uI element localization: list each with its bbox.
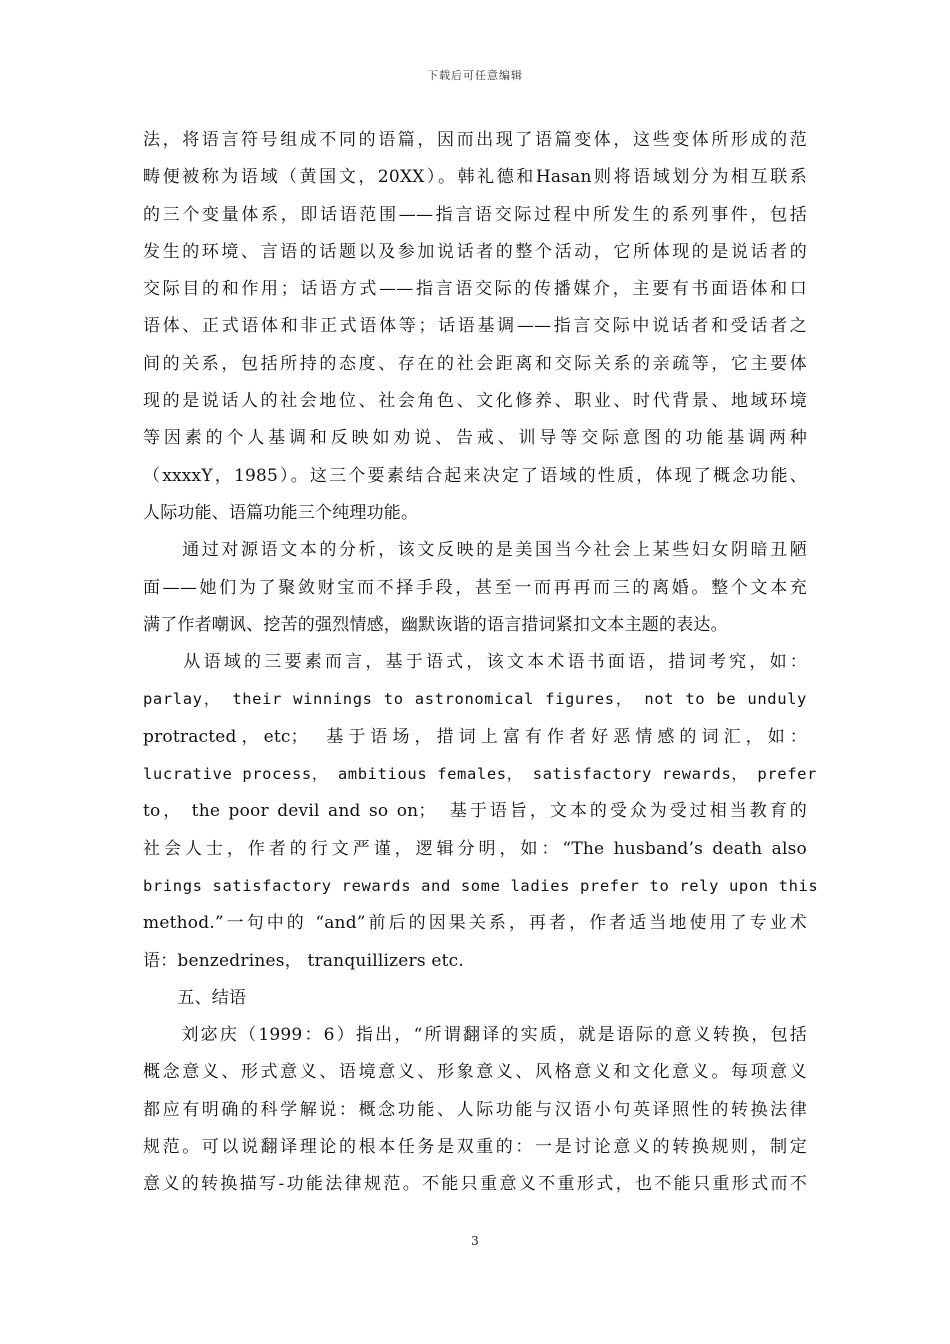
text-line: 的三个变量体系，即话语范围——指言语交际过程中所发生的系列事件，包括 — [143, 204, 807, 225]
text-line: 都应有明确的科学解说：概念功能、人际功能与汉语小句英译照性的转换法律 — [143, 1099, 807, 1120]
text-line: 等因素的个人基调和反映如劝说、告戒、训导等交际意图的功能基调两种 — [143, 428, 807, 449]
text-line: method.”一句中的 “and”前后的因果关系，再者，作者适当地使用了专业术 — [143, 913, 807, 934]
text-line: 法，将语言符号组成不同的语篇，因而出现了语篇变体，这些变体所形成的范 — [143, 130, 807, 150]
text-line: 社会人士，作者的行文严谨，逻辑分明，如：“The husband’s death also — [143, 838, 807, 859]
body-text — [143, 122, 819, 1204]
text-line: 畴便被称为语域（黄国文，20XX）。韩礼德和Hasan则将语域划分为相互联系 — [143, 167, 807, 188]
text-line: parlay， their winnings to astronomical figures， not to be unduly — [143, 690, 807, 709]
text-line: to， the poor devil and so on； 基于语旨，文本的受众为受过相当教育的 — [143, 801, 807, 822]
text-line: 语体、正式语体和非正式语体等；话语基调——指言交际中说话者和受话者之 — [143, 316, 807, 337]
text-line: 刘宓庆（1999：6）指出，“所谓翻译的实质，就是语际的意义转换，包括 — [143, 1025, 807, 1046]
text-line: 规范。可以说翻译理论的根本任务是双重的：一是讨论意义的转换规则，制定 — [143, 1137, 807, 1158]
text-line: 满了作者嘲讽、挖苦的强烈情感，幽默诙谐的语言措词紧扣文本主题的表达。 — [143, 614, 728, 635]
text-line: 现的是说话人的社会地位、社会角色、文化修养、职业、时代背景、地域环境 — [143, 391, 807, 412]
text-line: 间的关系，包括所持的态度、存在的社会距离和交际关系的亲疏等，它主要体 — [143, 353, 807, 374]
text-line: 概念意义、形式意义、语境意义、形象意义、风格意义和文化意义。每项意义 — [143, 1062, 807, 1083]
text-line: brings satisfactory rewards and some ladies prefer to rely upon this — [143, 876, 819, 895]
text-line: protracted，etc； 基于语场，措词上富有作者好恶情感的词汇，如： — [143, 726, 807, 747]
text-line: 语：benzedrines， tranquillizers etc. — [143, 950, 465, 971]
section-heading: 五、结语 — [143, 987, 247, 1008]
text-line: 面——她们为了聚敛财宝而不择手段，甚至一而再再而三的离婚。整个文本充 — [143, 577, 807, 598]
text-line: （xxxxY，1985）。这三个要素结合起来决定了语域的性质，体现了概念功能、 — [143, 465, 807, 486]
text-line: 发生的环境、言语的话题以及参加说话者的整个活动，它所体现的是说话者的 — [143, 241, 807, 262]
page-number: 3 — [471, 1234, 479, 1248]
text-line: 人际功能、语篇功能三个纯理功能。 — [143, 502, 419, 523]
document-body — [143, 122, 819, 1204]
text-line: 从语域的三要素而言，基于语式，该文本术语书面语，措词考究，如： — [143, 652, 807, 673]
page-header: 下载后可任意编辑 — [427, 69, 523, 82]
text-line: 意义的转换描写-功能法律规范。不能只重意义不重形式，也不能只重形式而不 — [143, 1174, 807, 1195]
text-line: 交际目的和作用；话语方式——指言语交际的传播媒介，主要有书面语体和口 — [143, 279, 807, 300]
text-line: lucrative process， ambitious females， satisfactory rewards， prefer — [143, 765, 818, 784]
text-line: 通过对源语文本的分析，该文反映的是美国当今社会上某些妇女阴暗丑陋 — [143, 540, 807, 561]
